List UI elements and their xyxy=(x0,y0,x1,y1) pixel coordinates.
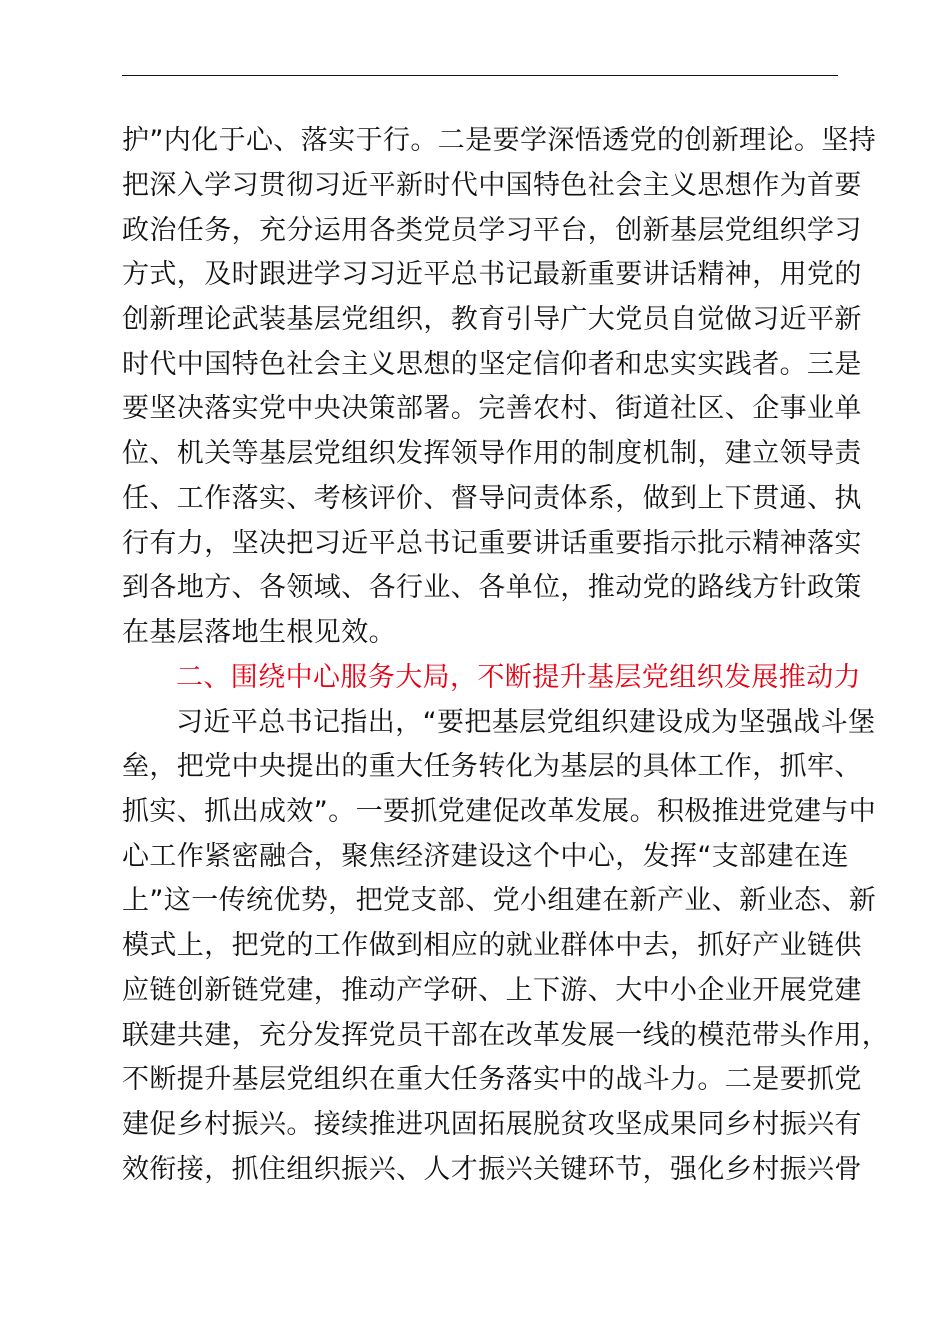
paragraph-line: 创新理论武装基层党组织，教育引导广大党员自觉做习近平新 xyxy=(122,304,862,335)
paragraph-line: 行有力，坚决把习近平总书记重要讲话重要指示批示精神落实 xyxy=(122,528,862,559)
paragraph-line: 应链创新链党建，推动产学研、上下游、大中小企业开展党建 xyxy=(122,975,862,1006)
paragraph-line: 不断提升基层党组织在重大任务落实中的战斗力。二是要抓党 xyxy=(122,1064,862,1095)
paragraph-line: 联建共建，充分发挥党员干部在改革发展一线的模范带头作用， xyxy=(122,1020,890,1051)
paragraph-line: 效衔接，抓住组织振兴、人才振兴关键环节，强化乡村振兴骨 xyxy=(122,1154,862,1185)
paragraph-line: 心工作紧密融合，聚焦经济建设这个中心，发挥“支部建在连 xyxy=(122,841,849,872)
paragraph-line: 位、机关等基层党组织发挥领导作用的制度机制，建立领导责 xyxy=(122,438,862,469)
paragraph-line: 护”内化于心、落实于行。二是要学深悟透党的创新理论。坚持 xyxy=(122,125,877,156)
section-heading: 二、围绕中心服务大局，不断提升基层党组织发展推动力 xyxy=(176,662,861,693)
paragraph-line: 要坚决落实党中央决策部署。完善农村、街道社区、企事业单 xyxy=(122,393,862,424)
paragraph-line: 垒，把党中央提出的重大任务转化为基层的具体工作，抓牢、 xyxy=(122,751,862,782)
paragraph-line: 任、工作落实、考核评价、督导问责体系，做到上下贯通、执 xyxy=(122,483,862,514)
paragraph-line: 习近平总书记指出，“要把基层党组织建设成为坚强战斗堡 xyxy=(176,707,876,738)
paragraph-line: 上”这一传统优势，把党支部、党小组建在新产业、新业态、新 xyxy=(122,885,877,916)
paragraph-line: 把深入学习贯彻习近平新时代中国特色社会主义思想作为首要 xyxy=(122,170,862,201)
paragraph-line: 建促乡村振兴。接续推进巩固拓展脱贫攻坚成果同乡村振兴有 xyxy=(122,1109,862,1140)
paragraph-line: 到各地方、各领域、各行业、各单位，推动党的路线方针政策 xyxy=(122,572,862,603)
paragraph-line: 抓实、抓出成效”。一要抓党建促改革发展。积极推进党建与中 xyxy=(122,796,877,827)
paragraph-line: 政治任务，充分运用各类党员学习平台，创新基层党组织学习 xyxy=(122,215,862,246)
paragraph-line: 时代中国特色社会主义思想的坚定信仰者和忠实实践者。三是 xyxy=(122,349,862,380)
header-rule xyxy=(122,75,838,76)
paragraph-line: 方式，及时跟进学习习近平总书记最新重要讲话精神，用党的 xyxy=(122,259,862,290)
paragraph-line: 模式上，把党的工作做到相应的就业群体中去，抓好产业链供 xyxy=(122,930,862,961)
paragraph-line: 在基层落地生根见效。 xyxy=(122,617,396,648)
